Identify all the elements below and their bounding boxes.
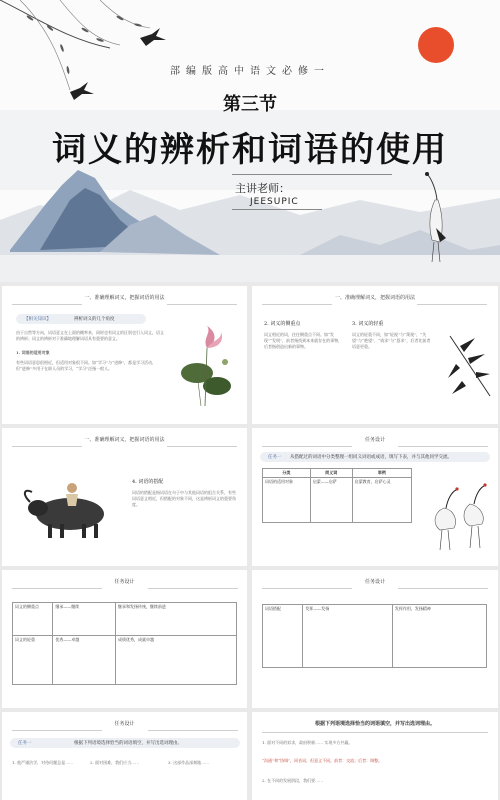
table-row: [263, 605, 487, 668]
task-text: 从搭配过的词语中分类整理一组同义词语或成语，填写下表，并与其他同学交流。: [290, 455, 452, 460]
slide-4: [252, 428, 498, 566]
table-cell: 启蒙教育，启萨心灵: [352, 478, 411, 523]
list-item: 3. 这部作品深刻地……: [168, 760, 210, 765]
cover-divider: [232, 174, 392, 175]
table-row: [13, 603, 237, 636]
divider: [12, 730, 102, 731]
table-cell: 启蒙——启萨: [310, 478, 352, 523]
task-bar: [260, 452, 490, 462]
task-table: [12, 602, 237, 685]
slide-heading: 任务设计: [364, 579, 385, 585]
slide-8: [252, 712, 498, 800]
slide-2: [252, 286, 498, 424]
col1-text: 词义相近的词，往往侧重点不同。如“发现”“发明”，前者指找到本来就存在的事物，后者指创造出新的事物。: [264, 332, 343, 349]
table-cell: 成绩优秀，成就卓越: [116, 636, 237, 685]
divider: [262, 732, 488, 733]
divider: [12, 304, 82, 305]
divider: [167, 446, 237, 447]
cover-section: 第三节: [223, 94, 277, 115]
table-cell: 词义的侧重点: [13, 603, 53, 636]
table-cell: 优秀——卓越: [53, 636, 116, 685]
divider: [262, 446, 352, 447]
cover-slide: [0, 0, 500, 282]
slide-3: [2, 428, 247, 566]
slide-5: [2, 570, 247, 708]
table-cell: 继承——继续: [53, 603, 116, 636]
table-cell: 继承和发扬传统，继续前进: [116, 603, 237, 636]
para-2: 1. 词语的适用对象: [16, 350, 50, 355]
table-row: [13, 636, 237, 685]
section-title: 4. 词语的搭配: [132, 479, 164, 485]
table-cell: 词语搭配: [263, 605, 303, 668]
cover-series: 部编版高中语文必修一: [170, 66, 330, 77]
task-bar: [10, 738, 240, 748]
divider: [398, 588, 488, 589]
divider: [262, 588, 352, 589]
divider: [148, 588, 238, 589]
col2-text: 词义的轻重不同，如“轻视”与“蔑视”，“失望”与“绝望”，“请求”与“恳求”，后者比前者语意更重。: [352, 332, 431, 349]
question-1: 1. 面对不同的诉求，政府积极…… 实现多方共赢。: [262, 740, 353, 745]
crane-pair-illustration: [424, 478, 494, 558]
divider: [398, 446, 488, 447]
table-cell: 词义的轻重: [13, 636, 53, 685]
cover-title: 词义的辨析和词语的使用: [52, 130, 448, 170]
divider: [417, 304, 487, 305]
list-item: 2. 面对困难，我们应当……: [90, 760, 140, 765]
task-text: 根据下列语境选择恰当的词语填空，并写出选词理由。: [74, 741, 182, 746]
task-table: [262, 468, 412, 523]
sun-icon: [418, 27, 454, 63]
speaker-underline: [232, 209, 322, 210]
list-item: 1. 他严谨治学，对待问题总是……: [12, 760, 74, 765]
para-1: 由于自然等方向，词语意义在上面的概率来，同时也有词义的区别也引入词义，语义的辨析；词义的辨析对于准确地理解词语具有重要的意义。: [16, 330, 164, 341]
slide-1: [2, 286, 247, 424]
task-label: 任务一: [268, 455, 282, 460]
slide-7: [2, 712, 247, 800]
divider: [262, 304, 332, 305]
buffalo-illustration: [20, 474, 120, 544]
knowledge-tag: [16, 314, 146, 324]
answer-text: “沟通”和“协调”，同音词，但意义不同。前者：交流；后者：调整。: [262, 758, 383, 763]
slide-heading: 一、准确理解词义，把握词语的用法: [334, 295, 415, 301]
divider: [12, 588, 102, 589]
section-text: 词语的搭配是指词语在句子中与其他词语的组合关系，有些词语意义相近，但搭配的对象不同，这是辨析词义的重要角度。: [132, 490, 236, 507]
tag-label: 【相关知识】: [24, 317, 51, 322]
slide-heading: 任务设计: [114, 579, 135, 585]
task-table: [262, 604, 487, 668]
table-header: 分类: [263, 469, 311, 478]
col2-title: 3. 词义的轻重: [352, 321, 384, 327]
tag-title: 辨析词义的几个角度: [74, 317, 115, 322]
speaker-label: 主讲老师：: [235, 182, 290, 195]
slide-heading: 一、准确理解词义，把握词语的用法: [84, 437, 165, 443]
divider: [167, 304, 237, 305]
table-cell: 发挥作用，发扬精神: [392, 605, 486, 668]
col1-title: 2. 词义的侧重点: [264, 321, 301, 327]
table-cell: 发挥——发扬: [303, 605, 393, 668]
para-3: 有些词语意思很相近，但适用对象很不同。如“学习”与“进修”，都是学习活动，但“进修”多用于在职人员的学习，“学习”泛指一般人。: [16, 360, 157, 371]
slide-heading: 任务设计: [364, 437, 385, 443]
table-header: 举例: [352, 469, 411, 478]
divider: [12, 446, 82, 447]
task-label: 任务一: [18, 741, 32, 746]
slide-heading: 任务设计: [114, 721, 135, 727]
table-row: [263, 478, 412, 523]
table-header: 同义词: [310, 469, 352, 478]
speaker-name: JEESUPIC: [250, 197, 299, 207]
lotus-illustration: [177, 318, 237, 408]
table-cell: 词语的适用对象: [263, 478, 311, 523]
bamboo-illustration: [440, 326, 495, 416]
divider: [148, 730, 238, 731]
question-2: 2. 在不同的发展阶段，我们要……: [262, 778, 324, 783]
slide-heading: 根据下列语境选择恰当的词语填空，并写出选词理由。: [314, 721, 435, 727]
slide-6: [252, 570, 498, 708]
slide-heading: 一、准确理解词义，把握词语的用法: [84, 295, 165, 301]
